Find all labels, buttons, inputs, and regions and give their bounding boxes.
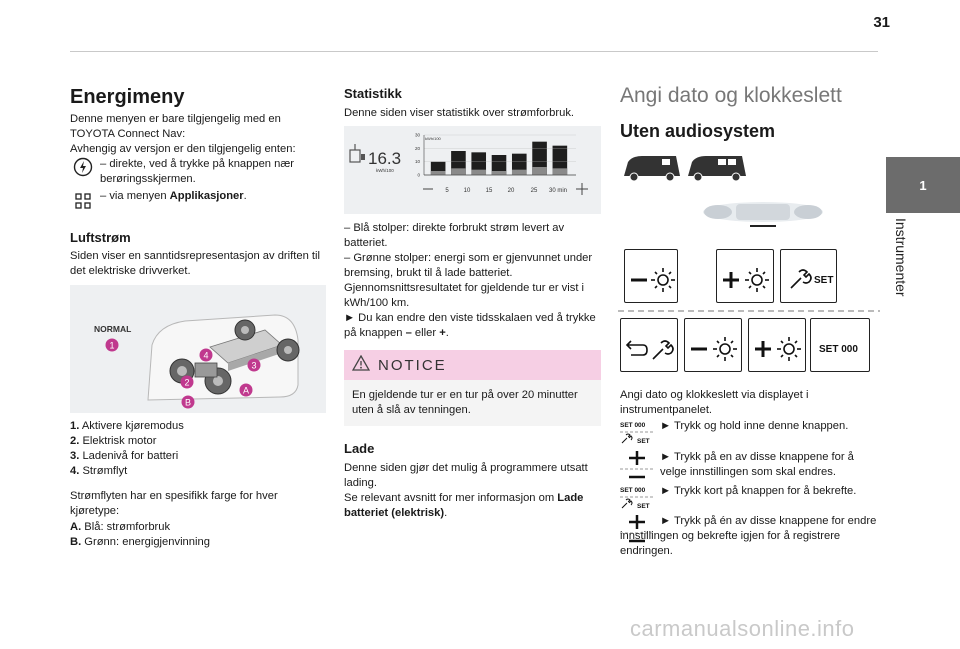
svg-text:2: 2: [184, 377, 190, 388]
x-tick-label: 10: [463, 188, 471, 194]
instrument-panel-illustration: [618, 148, 880, 388]
date-time-title: Angi dato og klokkeslett: [620, 84, 842, 107]
set-000-button[interactable]: [810, 318, 870, 372]
bar-regen-5: [532, 167, 547, 175]
svg-text:A: A: [242, 385, 250, 396]
svg-text:SET 000: SET 000: [620, 422, 646, 429]
mode-label: NORMAL: [94, 324, 132, 334]
list-item: B. Grønn: energigjenvinning: [70, 536, 210, 548]
svg-text:SET: SET: [637, 503, 650, 510]
flow-list: [70, 520, 326, 550]
consumption-chart: [344, 126, 601, 214]
brightness-plus-button[interactable]: [716, 249, 774, 303]
brightness-minus-button[interactable]: [624, 249, 678, 303]
warning-triangle-icon: [352, 355, 370, 376]
x-tick-label: 30 min: [548, 188, 568, 194]
brightness-minus-button-2[interactable]: [684, 318, 742, 372]
brightness-plus-button-2[interactable]: [748, 318, 806, 372]
bar-regen-6: [553, 168, 568, 175]
list-item: 2. Elektrisk motor: [70, 435, 157, 447]
list-item: 1. Aktivere kjøremodus: [70, 420, 184, 432]
marker-A: [240, 384, 253, 397]
marker-2: [181, 376, 194, 389]
flow-text: Strømflyten har en spesifikk farge for hver kjøretype:: [70, 490, 278, 517]
energy-menu-intro: Denne menyen er bare tilgjengelig med en TOYOTA Connect Nav: Avhengig av versjon er den tilgjengelig enten:: [70, 113, 296, 155]
list-item: 3. Ladenivå for batteri: [70, 450, 179, 462]
chapter-label: Instrumenter: [893, 218, 909, 297]
svg-text:SET: SET: [814, 275, 834, 286]
x-tick-label: 25: [530, 188, 538, 194]
wrench-set-button[interactable]: [780, 249, 837, 303]
notice-box: [344, 350, 601, 426]
bar-regen-1: [451, 168, 466, 175]
plug-icon: [350, 144, 365, 162]
option-direct: – direkte, ved å trykke på knappen nær berøringsskjermen.: [70, 157, 326, 187]
list-item: A. Blå: strømforbruk: [70, 521, 171, 533]
x-tick-label: 20: [507, 188, 515, 194]
charge-heading: Lade: [344, 441, 375, 456]
component-list: [70, 419, 326, 479]
energy-menu-title: Energimeny: [70, 86, 185, 108]
statistics-intro: Denne siden viser statistikk over strømforbruk.: [344, 107, 575, 119]
svg-text:SET 000: SET 000: [620, 487, 646, 494]
svg-text:B: B: [184, 397, 192, 408]
plus-minus-icon: [620, 450, 654, 482]
powertrain-diagram: [70, 285, 326, 413]
chapter-tab[interactable]: 1: [886, 157, 960, 213]
average-value: 16.3: [368, 149, 402, 168]
applications-grid-icon: [70, 189, 96, 210]
x-tick-label: 15: [485, 188, 493, 194]
step-2: ► Trykk på en av disse knappene for å velge innstillingen som skal endres.: [660, 451, 854, 478]
back-wrench-button[interactable]: [620, 318, 678, 372]
page-number: 31: [873, 14, 890, 31]
marker-B: [182, 396, 195, 409]
dashboard-icon: [703, 202, 823, 226]
svg-text:1: 1: [109, 340, 115, 351]
bar-regen-4: [512, 170, 527, 175]
airflow-text: Siden viser en sanntidsrepresentasjon av driften til det elektriske drivverket.: [70, 250, 320, 277]
marker-1: [106, 339, 119, 352]
plus-icon: [576, 183, 588, 195]
list-item: 4. Strømflyt: [70, 465, 128, 477]
notice-text: En gjeldende tur er en tur på over 20 minutter uten å slå av tenningen.: [344, 380, 601, 426]
energy-button-icon: [70, 157, 96, 177]
marker-4: [200, 349, 213, 362]
charge-text: Denne siden gjør det mulig å programmere utsatt lading. Se relevant avsnitt for mer informasjon om Lade batteriet (elektrisk).: [344, 462, 588, 519]
y-tick-label: 0: [417, 172, 420, 178]
option-applications: – via menyen Applikasjoner.: [70, 189, 326, 210]
bar-regen-3: [492, 171, 507, 175]
y-tick-label: 20: [414, 145, 420, 151]
van-icon: [688, 156, 746, 181]
header-rule: [70, 51, 878, 52]
y-tick-label: 10: [414, 159, 420, 165]
step-4: ► Trykk på én av disse knappene for endre innstillingen og bekrefte igjen for å registrere endringen.: [620, 515, 877, 557]
svg-text:3: 3: [251, 360, 257, 371]
airflow-heading: Luftstrøm: [70, 230, 131, 245]
marker-3: [248, 359, 261, 372]
set-keys-icon-2: [620, 483, 654, 513]
set-keys-icon: [620, 418, 654, 448]
step-1: ► Trykk og hold inne denne knappen.: [660, 420, 849, 432]
notice-label: NOTICE: [378, 356, 447, 374]
svg-text:SET: SET: [637, 438, 650, 445]
statistics-notes: – Blå stolper: direkte forbrukt strøm levert av batteriet. – Grønne stolper: energi som er gjenvunnet under bremsing, brukt til å lade batteriet. Gjennomsnittsresultatet for gjeldende tur er vist i kWh/100 km. ► Du kan endre den viste tidsskalaen ved å trykke på knappen – eller +.: [344, 222, 596, 339]
statistics-heading: Statistikk: [344, 86, 402, 101]
step-3: ► Trykk kort på knappen for å bekrefte.: [660, 485, 857, 497]
svg-text:SET 000: SET 000: [819, 344, 858, 355]
van-icon: [624, 156, 680, 181]
y-tick-label: 30: [414, 132, 420, 138]
svg-text:4: 4: [203, 350, 209, 361]
no-audio-heading: Uten audiosystem: [620, 121, 776, 141]
bar-regen-0: [431, 171, 446, 175]
statistics-screen: [344, 126, 601, 214]
bar-regen-2: [471, 170, 486, 175]
y-axis-label: kWh/100: [425, 136, 441, 141]
watermark: carmanualsonline.info: [630, 616, 855, 641]
x-tick-label: 5: [445, 188, 449, 194]
average-unit: kWh/100: [376, 168, 394, 173]
date-time-caption: Angi dato og klokkeslett via displayet i instrumentpanelet.: [620, 389, 809, 416]
